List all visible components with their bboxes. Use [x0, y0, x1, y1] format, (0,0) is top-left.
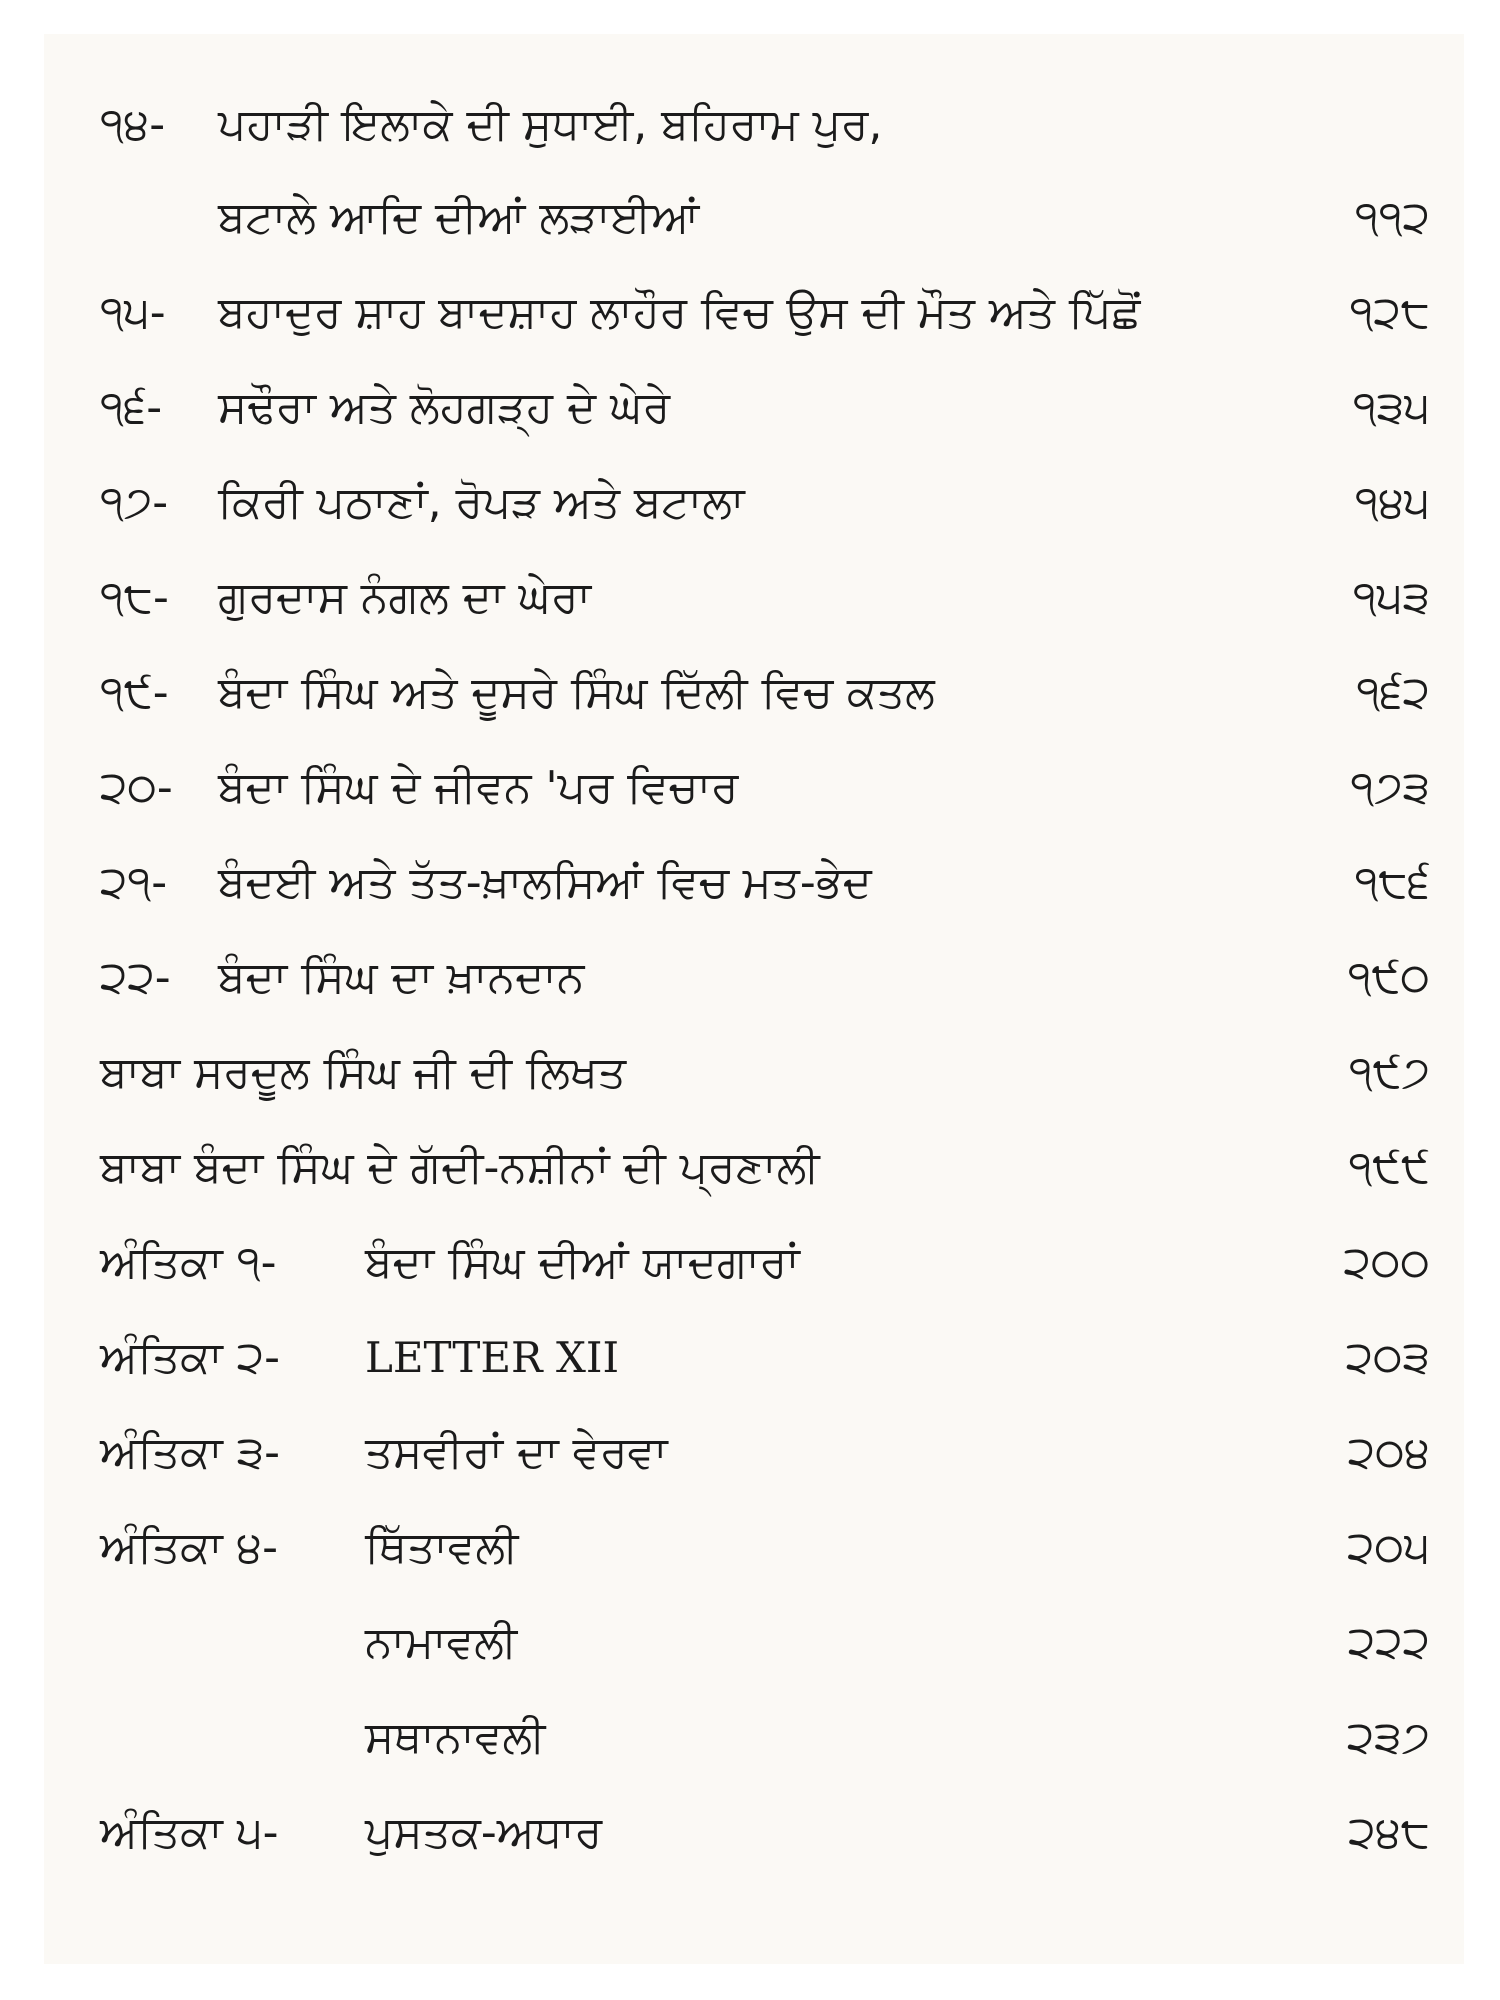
appendix-title: ਤਸਵੀਰਾਂ ਦਾ ਵੇਰਵਾ — [365, 1427, 668, 1478]
toc-appendix-5 — [100, 1803, 1430, 1863]
toc-appendix-1 — [100, 1233, 1430, 1293]
appendix-number: ਅੰਤਿਕਾ ੪- — [100, 1522, 278, 1573]
chapter-number: ੧੯- — [100, 667, 169, 718]
page-number: ੨੪੮ — [1348, 1807, 1430, 1858]
chapter-number: ੧੮- — [100, 572, 169, 623]
page-number: ੧੯੭ — [1348, 1047, 1430, 1098]
page-number: ੨੦੦ — [1343, 1237, 1430, 1288]
chapter-title: ਬਹਾਦੁਰ ਸ਼ਾਹ ਬਾਦਸ਼ਾਹ ਲਾਹੌਰ ਵਿਚ ਉਸ ਦੀ ਮੌਤ ਅਤੇ ਪਿੱਛੋਂ — [218, 287, 1141, 338]
chapter-title: ਪਹਾੜੀ ਇਲਾਕੇ ਦੀ ਸੁਧਾਈ, ਬਹਿਰਾਮ ਪੁਰ, — [218, 99, 883, 150]
chapter-title: ਬੰਦਾ ਸਿੰਘ ਅਤੇ ਦੂਸਰੇ ਸਿੰਘ ਦਿੱਲੀ ਵਿਚ ਕਤਲ — [218, 667, 935, 718]
toc-appendix-4-namavali — [100, 1613, 1430, 1673]
appendix-title: ਬੰਦਾ ਸਿੰਘ ਦੀਆਂ ਯਾਦਗਾਰਾਂ — [365, 1237, 800, 1288]
chapter-title: ਬੰਦਾ ਸਿੰਘ ਦੇ ਜੀਵਨ 'ਪਰ ਵਿਚਾਰ — [218, 762, 739, 813]
page-number: ੧੬੨ — [1356, 667, 1430, 718]
chapter-title: ਬੰਦਈ ਅਤੇ ਤੱਤ-ਖ਼ਾਲਸਿਆਂ ਵਿਚ ਮਤ-ਭੇਦ — [218, 857, 872, 908]
page-number: ੧੧੨ — [1354, 192, 1430, 243]
toc-entry-18 — [100, 568, 1430, 628]
toc-entry-21 — [100, 853, 1430, 913]
appendix-title: ਥਿੱਤਾਵਲੀ — [365, 1522, 519, 1573]
page-number: ੨੦੫ — [1347, 1522, 1430, 1573]
appendix-title: LETTER XII — [365, 1333, 620, 1382]
appendix-number: ਅੰਤਿਕਾ ੫- — [100, 1807, 279, 1858]
page-number: ੧੭੩ — [1350, 762, 1430, 813]
page-number: ੧੯੯ — [1348, 1142, 1430, 1193]
chapter-number: ੧੪- — [100, 99, 166, 150]
chapter-title: ਬੰਦਾ ਸਿੰਘ ਦਾ ਖ਼ਾਨਦਾਨ — [218, 952, 585, 1003]
toc-entry-17 — [100, 473, 1430, 533]
toc-appendix-3 — [100, 1423, 1430, 1483]
toc-entry-16 — [100, 378, 1430, 438]
chapter-number: ੨੨- — [100, 952, 171, 1003]
page-number: ੧੨੮ — [1349, 287, 1430, 338]
toc-entry-20 — [100, 758, 1430, 818]
chapter-number: ੧੬- — [100, 382, 163, 433]
chapter-title: ਕਿਰੀ ਪਠਾਣਾਂ, ਰੋਪੜ ਅਤੇ ਬਟਾਲਾ — [218, 477, 745, 528]
appendix-title: ਨਾਮਾਵਲੀ — [365, 1617, 518, 1668]
toc-entry-14 — [100, 95, 1430, 155]
page-number: ੧੪੫ — [1354, 477, 1430, 528]
page-number: ੧੫੩ — [1352, 572, 1430, 623]
page-number: ੧੮੬ — [1354, 857, 1430, 908]
chapter-title: ਬਾਬਾ ਸਰਦੂਲ ਸਿੰਘ ਜੀ ਦੀ ਲਿਖਤ — [100, 1047, 626, 1098]
appendix-title: ਪੁਸਤਕ-ਅਧਾਰ — [365, 1807, 603, 1858]
appendix-number: ਅੰਤਿਕਾ ੨- — [100, 1332, 280, 1383]
toc-appendix-2 — [100, 1328, 1430, 1388]
toc-entry-22 — [100, 948, 1430, 1008]
page-number: ੧੩੫ — [1352, 382, 1430, 433]
chapter-number: ੨੧- — [100, 857, 168, 908]
chapter-title: ਬਟਾਲੇ ਆਦਿ ਦੀਆਂ ਲੜਾਈਆਂ — [218, 192, 700, 243]
chapter-number: ੧੫- — [100, 287, 166, 338]
toc-entry-gaddi-nashin — [100, 1138, 1430, 1198]
chapter-title: ਗੁਰਦਾਸ ਨੰਗਲ ਦਾ ਘੇਰਾ — [218, 572, 592, 623]
page-number: ੧੯੦ — [1347, 952, 1430, 1003]
appendix-number: ਅੰਤਿਕਾ ੩- — [100, 1427, 280, 1478]
page-number: ੨੩੭ — [1346, 1712, 1430, 1763]
chapter-number: ੧੭- — [100, 477, 169, 528]
toc-entry-14-continued — [100, 188, 1430, 248]
page-number: ੨੦੩ — [1345, 1332, 1430, 1383]
toc-appendix-4 — [100, 1518, 1430, 1578]
chapter-number: ੨੦- — [100, 762, 173, 813]
chapter-title: ਬਾਬਾ ਬੰਦਾ ਸਿੰਘ ਦੇ ਗੱਦੀ-ਨਸ਼ੀਨਾਂ ਦੀ ਪ੍ਰਣਾਲੀ — [100, 1142, 820, 1193]
page-number: ੨੨੨ — [1347, 1617, 1430, 1668]
toc-entry-sardul-singh — [100, 1043, 1430, 1103]
toc-appendix-4-sathanavali — [100, 1708, 1430, 1768]
chapter-title: ਸਢੌਰਾ ਅਤੇ ਲੋਹਗੜ੍ਹ ਦੇ ਘੇਰੇ — [218, 382, 671, 433]
appendix-number: ਅੰਤਿਕਾ ੧- — [100, 1237, 277, 1288]
toc-entry-19 — [100, 663, 1430, 723]
appendix-title: ਸਥਾਨਾਵਲੀ — [365, 1712, 546, 1763]
toc-entry-15 — [100, 283, 1430, 343]
page-number: ੨੦੪ — [1347, 1427, 1430, 1478]
